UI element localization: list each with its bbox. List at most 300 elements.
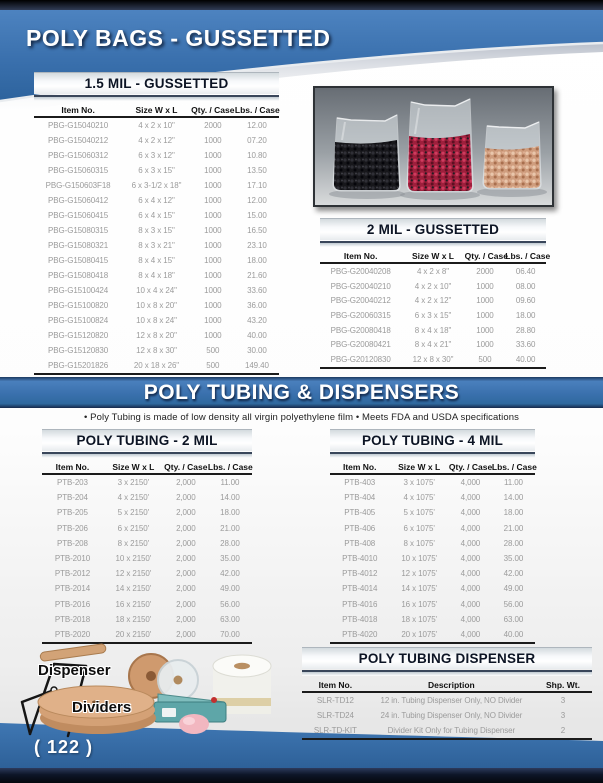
table-cell: 49.00: [503, 584, 524, 594]
table-cell: 18.00: [503, 508, 524, 518]
table-cell: PBG-G15060415: [48, 211, 109, 220]
table-row: [320, 279, 546, 294]
table-cell: PBG-G15201826: [48, 361, 109, 370]
table-cell: 2,000: [176, 569, 196, 579]
title-separator: [42, 452, 252, 458]
dispenser-label: Dispenser: [38, 662, 111, 679]
table-row: [34, 313, 279, 328]
bags-photo-graphic: [315, 88, 552, 205]
table-cell: 21.00: [503, 523, 524, 533]
table-cell: 6 x 3 x 15": [414, 310, 452, 320]
table-cell: 1000: [476, 325, 494, 335]
table-cell: 13.50: [247, 166, 267, 175]
table-row: [34, 193, 279, 208]
table-cell: 16.50: [247, 226, 267, 235]
table-row: [42, 566, 252, 581]
column-header: Lbs. / Case: [234, 104, 280, 115]
table-cell: PBG-G15100824: [48, 316, 109, 325]
title-separator: [320, 241, 546, 247]
table-row: [330, 581, 535, 596]
table-cell: 1000: [204, 241, 222, 250]
table-cell: PTB-2016: [54, 599, 91, 609]
page-number: ( 122 ): [34, 737, 94, 757]
table-title: [330, 429, 535, 451]
table-title: [42, 429, 252, 451]
table-cell: 12.00: [247, 121, 267, 130]
tubing-note: • Poly Tubing is made of low density all virgin polyethylene film • Meets FDA and USDA specifications: [84, 412, 519, 423]
table-cell: 30.00: [247, 346, 267, 355]
table-cell: 43.20: [247, 316, 267, 325]
table-cell: 2,000: [176, 614, 196, 624]
table-row: [42, 521, 252, 536]
table-title: [34, 72, 279, 94]
column-header: Item No.: [343, 250, 378, 261]
table-cell: 49.00: [220, 584, 240, 594]
table-cell: 5 x 1075': [403, 508, 435, 518]
column-header: Qty. / Case: [191, 104, 235, 115]
table-cell: 12 x 2150': [115, 569, 152, 579]
table-cell: 63.00: [503, 614, 524, 624]
table-cell: PTB-4018: [342, 614, 378, 624]
table-cell: SLR-TD24: [316, 711, 354, 720]
table-cell: 14.00: [220, 493, 240, 503]
table-cell: 8 x 2150': [117, 538, 149, 548]
table-cell: PBG-G15080321: [48, 241, 109, 250]
table-tubing-2mil: [42, 429, 252, 644]
column-header: Item No.: [318, 679, 353, 690]
table-row: [320, 337, 546, 352]
table-title-text: 1.5 MIL - GUSSETTED: [84, 76, 229, 91]
table-row: [34, 178, 279, 193]
table-row: [34, 283, 279, 298]
table-row: [320, 308, 546, 323]
table-row: [42, 612, 252, 627]
table-cell: 1000: [204, 256, 222, 265]
column-header: Description: [427, 679, 475, 690]
table-cell: 4 x 2 x 12": [414, 296, 452, 306]
table-cell: 20 x 18 x 26": [133, 361, 180, 370]
table-cell: 1000: [476, 310, 494, 320]
column-header: Item No.: [342, 461, 377, 472]
column-header: Size W x L: [135, 104, 178, 115]
table-tubing-4mil: [330, 429, 535, 644]
table-cell: 1000: [204, 166, 222, 175]
table-row: [42, 490, 252, 505]
table-cell: 12 in. Tubing Dispenser Only, NO Divider: [380, 696, 523, 705]
table-cell: 28.80: [515, 325, 536, 335]
table-cell: 10 x 8 x 20": [136, 301, 177, 310]
table-row: [42, 581, 252, 596]
table-cell: 28.00: [503, 538, 524, 548]
table-row: [34, 253, 279, 268]
table-cell: PBG-G15080418: [48, 271, 109, 280]
table-cell: 4,000: [460, 493, 481, 503]
table-row: [330, 505, 535, 520]
table-cell: PTB-4014: [342, 584, 378, 594]
column-header: Qty. / Case: [164, 461, 208, 472]
table-cell: 2,000: [176, 554, 196, 564]
title-separator: [330, 452, 535, 458]
table-cell: 56.00: [503, 599, 524, 609]
table-cell: PTB-406: [344, 523, 376, 533]
table-cell: PTB-403: [344, 478, 376, 488]
table-cell: PTB-204: [57, 493, 88, 503]
column-header: Size W x L: [411, 250, 455, 261]
table-cell: 2,000: [176, 493, 196, 503]
table-cell: 1000: [476, 281, 494, 291]
title-separator: [34, 95, 279, 101]
table-row: [330, 475, 535, 490]
table-cell: PTB-2010: [54, 554, 91, 564]
table-cell: 42.00: [503, 569, 524, 579]
table-row: [330, 521, 535, 536]
table-row: [302, 708, 592, 723]
table-title-text: POLY TUBING - 4 MIL: [361, 433, 504, 448]
table-header-row: [34, 103, 279, 118]
table-row: [34, 358, 279, 373]
table-cell: 18.00: [247, 256, 267, 265]
column-header: Lbs. / Case: [207, 461, 253, 472]
table-header-row: [302, 678, 592, 693]
table-row: [330, 551, 535, 566]
table-cell: 23.10: [247, 241, 267, 250]
table-cell: 14 x 1075': [401, 584, 437, 594]
table-cell: SLR-TD12: [316, 696, 354, 705]
table-cell: PTB-203: [57, 478, 88, 488]
table-cell: PBG-G20040212: [330, 296, 391, 306]
table-row: [330, 490, 535, 505]
table-cell: 2000: [476, 266, 494, 276]
table-cell: 1000: [204, 316, 222, 325]
table-cell: 11.00: [503, 478, 523, 488]
table-cell: 16 x 1075': [401, 599, 437, 609]
table-cell: 40.00: [503, 629, 524, 639]
table-header-row: [330, 460, 535, 475]
table-row: [34, 268, 279, 283]
table-cell: 3: [560, 696, 566, 705]
table-cell: 4,000: [460, 614, 481, 624]
dispenser-illustration: [8, 642, 293, 746]
table-row: [302, 693, 592, 708]
table-title: [302, 647, 592, 669]
table-cell: 4,000: [460, 554, 481, 564]
table-cell: PTB-4020: [342, 629, 378, 639]
table-cell: 4 x 2 x 12": [138, 136, 175, 145]
table-cell: 18.00: [515, 310, 536, 320]
table-row: [42, 597, 252, 612]
table-row: [330, 612, 535, 627]
table-cell: 4 x 2 x 8": [416, 266, 450, 276]
table-cell: PTB-404: [344, 493, 376, 503]
table-cell: PTB-205: [57, 508, 88, 518]
table-cell: 2,000: [176, 508, 196, 518]
column-header: Item No.: [55, 461, 90, 472]
table-cell: PTB-4016: [342, 599, 378, 609]
table-title: [320, 218, 546, 240]
table-cell: 3 x 1075': [403, 478, 435, 488]
table-cell: 18 x 1075': [401, 614, 437, 624]
table-cell: PTB-208: [57, 538, 88, 548]
table-cell: 8 x 3 x 21": [138, 241, 175, 250]
table-cell: 2,000: [176, 538, 196, 548]
table-cell: 4,000: [460, 599, 481, 609]
table-cell: 16 x 2150': [115, 599, 152, 609]
column-header: Shp. Wt.: [545, 679, 580, 690]
column-header: Size W x L: [398, 461, 441, 472]
table-row: [34, 238, 279, 253]
table-cell: PBG-G15060312: [48, 151, 109, 160]
table-cell: 17.10: [247, 181, 267, 190]
table-cell: PBG-G15060315: [48, 166, 109, 175]
table-row: [34, 148, 279, 163]
table-cell: 2: [560, 726, 566, 735]
table-cell: 1000: [204, 196, 222, 205]
bag-pinto-beans: [483, 122, 541, 189]
table-cell: 33.60: [247, 286, 267, 295]
table-title-text: 2 MIL - GUSSETTED: [366, 222, 500, 237]
section-band: [0, 377, 603, 408]
table-cell: 09.60: [515, 296, 536, 306]
table-cell: 36.00: [247, 301, 267, 310]
table-body: [320, 264, 546, 369]
table-title-text: POLY TUBING DISPENSER: [358, 651, 536, 666]
table-cell: 42.00: [220, 569, 240, 579]
table-cell: 4,000: [460, 584, 481, 594]
table-cell: 8 x 4 x 18": [138, 271, 175, 280]
table-row: [330, 597, 535, 612]
table-cell: 10 x 4 x 24": [136, 286, 177, 295]
table-cell: 4,000: [460, 478, 481, 488]
table-cell: 2,000: [176, 478, 196, 488]
table-cell: 500: [206, 346, 220, 355]
table-cell: 4,000: [460, 538, 481, 548]
table-cell: PTB-408: [344, 538, 376, 548]
table-row: [42, 627, 252, 642]
table-cell: 11.00: [220, 478, 240, 488]
table-cell: 4 x 2 x 10": [138, 121, 175, 130]
table-cell: 1000: [204, 286, 222, 295]
table-cell: 1000: [476, 340, 494, 350]
table-cell: 70.00: [220, 629, 240, 639]
table-cell: 4,000: [460, 629, 481, 639]
table-cell: 07.20: [247, 136, 267, 145]
table-row: [320, 293, 546, 308]
table-cell: 1000: [204, 271, 222, 280]
table-cell: 8 x 1075': [403, 538, 435, 548]
table-cell: PBG-G15080315: [48, 226, 109, 235]
table-cell: 8 x 4 x 18": [414, 325, 452, 335]
table-cell: PBG-G15040212: [48, 136, 109, 145]
table-row: [34, 163, 279, 178]
table-cell: 6 x 1075': [403, 523, 435, 533]
bag-red-beans: [407, 99, 473, 192]
table-cell: 3: [560, 711, 566, 720]
table-cell: 14 x 2150': [115, 584, 152, 594]
table-cell: 63.00: [220, 614, 240, 624]
table-1-5mil-gussetted: [34, 72, 279, 375]
table-cell: PBG-G15040210: [48, 121, 109, 130]
table-cell: 33.60: [515, 340, 536, 350]
table-cell: 1000: [204, 151, 222, 160]
table-row: [42, 551, 252, 566]
table-cell: PBG-G15100820: [48, 301, 109, 310]
section-title: POLY TUBING & DISPENSERS: [143, 380, 460, 404]
table-cell: 2,000: [176, 523, 196, 533]
table-cell: PTB-2018: [54, 614, 91, 624]
gusseted-bags-photo: [313, 86, 554, 207]
table-row: [34, 133, 279, 148]
table-row: [42, 505, 252, 520]
dividers-label: Dividers: [72, 699, 132, 716]
table-cell: 40.00: [247, 331, 267, 340]
table-body: [42, 475, 252, 644]
table-cell: 21.00: [220, 523, 240, 533]
table-title-text: POLY TUBING - 2 MIL: [76, 433, 218, 448]
table-cell: 20 x 2150': [115, 629, 152, 639]
heat-sealer: [154, 694, 226, 734]
table-header-row: [42, 460, 252, 475]
column-header: Item No.: [61, 104, 95, 115]
table-row: [320, 264, 546, 279]
table-row: [302, 723, 592, 738]
table-row: [34, 328, 279, 343]
table-cell: 14.00: [503, 493, 524, 503]
table-cell: 6 x 3-1/2 x 18": [131, 181, 182, 190]
table-cell: 12 x 8 x 30": [412, 354, 454, 364]
table-cell: 6 x 3 x 12": [138, 151, 175, 160]
table-cell: 1000: [476, 296, 494, 306]
table-row: [330, 627, 535, 642]
table-cell: PBG-G20040210: [330, 281, 391, 291]
table-cell: PTB-2014: [54, 584, 91, 594]
table-cell: 18 x 2150': [115, 614, 152, 624]
table-cell: 4,000: [460, 569, 481, 579]
table-cell: PBG-G150603F18: [45, 181, 111, 190]
table-cell: 6 x 2150': [117, 523, 149, 533]
table-row: [42, 475, 252, 490]
table-cell: 06.40: [515, 266, 536, 276]
table-cell: PBG-G15060412: [48, 196, 109, 205]
table-cell: PBG-G15120820: [48, 331, 109, 340]
table-cell: 35.00: [220, 554, 240, 564]
table-cell: 35.00: [503, 554, 524, 564]
table-cell: 10 x 2150': [115, 554, 152, 564]
table-cell: 5 x 2150': [117, 508, 149, 518]
table-cell: 18.00: [220, 508, 240, 518]
table-cell: 1000: [204, 301, 222, 310]
page-title: POLY BAGS - GUSSETTED: [26, 25, 331, 51]
table-header-row: [320, 249, 551, 264]
table-row: [34, 208, 279, 223]
table-cell: 8 x 4 x 15": [138, 256, 175, 265]
table-cell: 1000: [204, 181, 222, 190]
table-cell: 12 x 8 x 20": [136, 331, 177, 340]
table-cell: PBG-G20080418: [330, 325, 391, 335]
title-separator: [302, 670, 592, 676]
table-cell: 1000: [204, 136, 222, 145]
table-body: [330, 475, 535, 644]
table-cell: 2,000: [176, 629, 196, 639]
table-cell: 6 x 4 x 12": [138, 196, 175, 205]
table-cell: 149.40: [244, 361, 269, 370]
table-cell: 24 in. Tubing Dispenser Only, NO Divider: [380, 711, 523, 720]
table-row: [34, 343, 279, 358]
table-cell: 6 x 3 x 15": [138, 166, 175, 175]
table-cell: PBG-G20120830: [330, 354, 391, 364]
table-body: [34, 118, 279, 375]
column-header: Qty. / Case: [464, 250, 508, 261]
column-header: Lbs. / Case: [491, 461, 537, 472]
table-row: [320, 323, 546, 338]
table-cell: PTB-4012: [342, 569, 378, 579]
table-cell: 4 x 2150': [117, 493, 149, 503]
table-cell: PTB-2020: [54, 629, 91, 639]
table-cell: 28.00: [220, 538, 240, 548]
table-body: [302, 693, 592, 740]
table-cell: PTB-405: [344, 508, 376, 518]
table-cell: Divider Kit Only for Tubing Dispenser: [387, 726, 516, 735]
table-tubing-dispenser: [302, 647, 592, 740]
table-cell: 4,000: [460, 523, 481, 533]
table-cell: 4 x 1075': [403, 493, 435, 503]
table-cell: 3 x 2150': [117, 478, 149, 488]
table-cell: 15.00: [247, 211, 267, 220]
table-cell: 12 x 8 x 30": [136, 346, 177, 355]
table-cell: 500: [478, 354, 492, 364]
table-cell: PBG-G15080415: [48, 256, 109, 265]
table-row: [34, 118, 279, 133]
table-cell: 2000: [204, 121, 222, 130]
table-cell: 1000: [204, 226, 222, 235]
table-cell: SLR-TD-KIT: [313, 726, 357, 735]
table-cell: PBG-G20080421: [330, 340, 391, 350]
table-row: [330, 566, 535, 581]
table-cell: 10 x 8 x 24": [136, 316, 177, 325]
table-row: [34, 298, 279, 313]
table-cell: 40.00: [515, 354, 536, 364]
table-cell: PTB-2012: [54, 569, 91, 579]
table-cell: 10.80: [247, 151, 267, 160]
table-cell: 1000: [204, 211, 222, 220]
table-cell: 2,000: [176, 599, 196, 609]
table-cell: PBG-G15100424: [48, 286, 109, 295]
table-cell: PBG-G15120830: [48, 346, 109, 355]
table-cell: PBG-G20060315: [330, 310, 391, 320]
table-row: [320, 352, 546, 367]
table-cell: 21.60: [247, 271, 267, 280]
column-header: Size W x L: [112, 461, 155, 472]
table-cell: 12 x 1075': [401, 569, 437, 579]
table-cell: 56.00: [220, 599, 240, 609]
table-cell: 20 x 1075': [401, 629, 437, 639]
table-cell: PBG-G20040208: [330, 266, 391, 276]
bag-black-beans: [333, 115, 400, 191]
table-cell: 8 x 4 x 21": [414, 340, 452, 350]
column-header: Lbs. / Case: [505, 250, 551, 261]
table-cell: 12.00: [247, 196, 267, 205]
table-cell: 08.00: [515, 281, 536, 291]
table-cell: 500: [206, 361, 220, 370]
column-header: Qty. / Case: [448, 461, 493, 472]
table-cell: PTB-206: [57, 523, 88, 533]
table-row: [34, 223, 279, 238]
table-cell: 4,000: [460, 508, 481, 518]
table-cell: PTB-4010: [342, 554, 378, 564]
table-2mil-gussetted: [320, 218, 551, 369]
table-cell: 6 x 4 x 15": [138, 211, 175, 220]
table-cell: 1000: [204, 331, 222, 340]
table-cell: 10 x 1075': [401, 554, 437, 564]
